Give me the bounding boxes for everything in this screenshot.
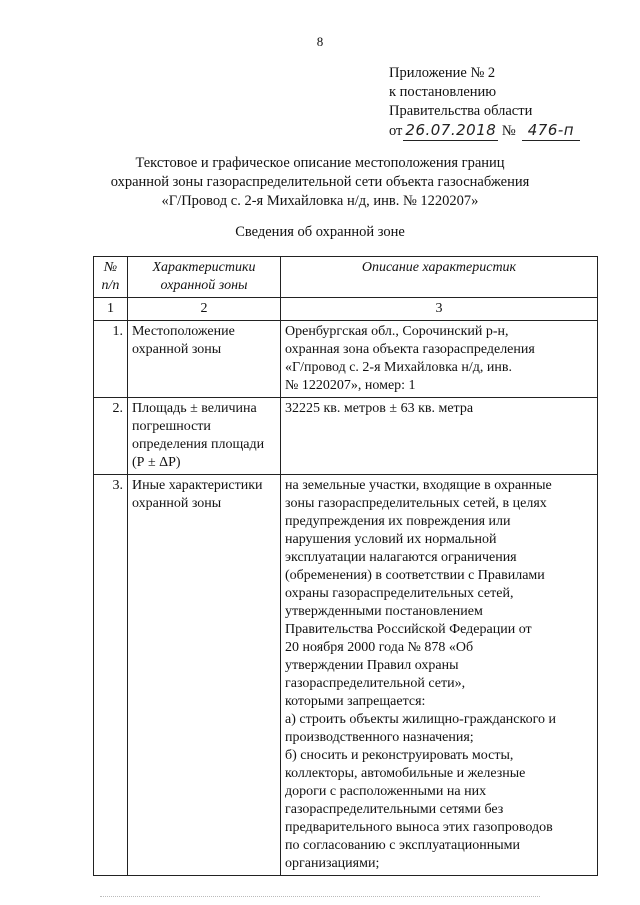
- table-row: [94, 321, 598, 398]
- row-characteristic: Площадь ± величина погрешности определения площади (Р ± ΔР): [128, 398, 281, 475]
- column-number-3: 3: [281, 298, 598, 321]
- row-number: 1.: [94, 321, 128, 398]
- row-description: на земельные участки, входящие в охранные зоны газораспределительных сетей, в целях предупреждения их повреждения или нарушения условий их нормальной эксплуатации налагаются ограничения (обременения) в соответствии с Правилами охраны газораспределительных сетей, утвержденными постановлением Правительства Российской Федерации от 20 ноября 2000 года № 878 «Об утверждении Правил охраны газораспределительной сети», которыми запрещается: а) строить объекты жилищно-гражданского и производственного назначения; б) сносить и реконструировать мосты, коллекторы, автомобильные и железные дороги с расположенными на них газораспределительными сетями без предварительного выноса этих газопроводов по согласованию с эксплуатационными организациями;: [281, 475, 598, 876]
- row-number: 3.: [94, 475, 128, 876]
- appendix-date-line: [389, 121, 580, 141]
- appendix-line-3: Правительства области: [389, 103, 533, 119]
- document-title: [0, 154, 640, 211]
- header-description: Описание характеристик: [281, 257, 598, 298]
- from-prefix: от: [389, 123, 403, 139]
- page-bottom-edge: [100, 896, 540, 899]
- title-line-2: охранной зоны газораспределительной сети объекта газоснабжения: [110, 174, 530, 190]
- handwritten-date: 26.07.2018: [405, 121, 497, 139]
- table-header-row: [94, 257, 598, 298]
- table-row: [94, 398, 598, 475]
- row-number: 2.: [94, 398, 128, 475]
- row-description: Оренбургская обл., Сорочинский р-н, охранная зона объекта газораспределения «Г/провод с. 2-я Михайловка н/д, инв. № 1220207», номер: 1: [281, 321, 598, 398]
- column-number-2: 2: [128, 298, 281, 321]
- table-row: [94, 475, 598, 876]
- appendix-line-2: к постановлению: [389, 84, 497, 100]
- appendix-block: [389, 64, 580, 141]
- title-line-1: Текстовое и графическое описание местоположения границ: [135, 155, 505, 171]
- number-prefix: №: [501, 123, 516, 139]
- header-number: № п/п: [94, 257, 128, 298]
- page-number: 8: [316, 34, 324, 49]
- title-line-3: «Г/Провод с. 2-я Михайловка н/д, инв. № 1220207»: [161, 193, 479, 209]
- protection-zone-table: [93, 256, 598, 876]
- row-characteristic: Местоположение охранной зоны: [128, 321, 281, 398]
- section-title: Сведения об охранной зоне: [235, 224, 405, 240]
- row-characteristic: Иные характеристики охранной зоны: [128, 475, 281, 876]
- row-description: 32225 кв. метров ± 63 кв. метра: [281, 398, 598, 475]
- header-characteristic: Характеристики охранной зоны: [128, 257, 281, 298]
- appendix-line-1: Приложение № 2: [389, 65, 496, 81]
- table-column-number-row: [94, 298, 598, 321]
- handwritten-number: 476-п: [522, 121, 580, 141]
- column-number-1: 1: [94, 298, 128, 321]
